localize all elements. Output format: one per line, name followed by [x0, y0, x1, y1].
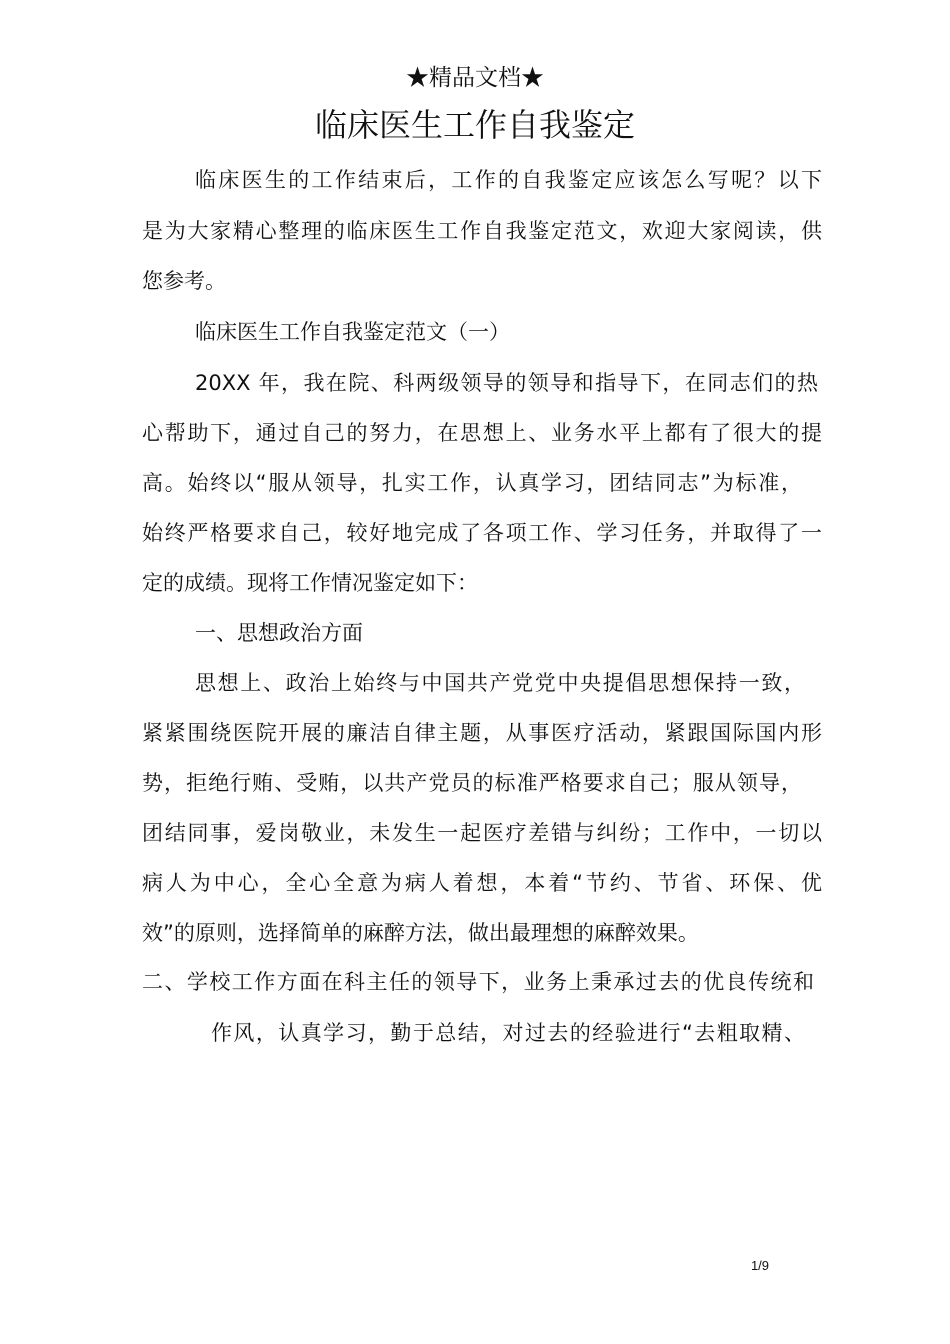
paragraph-line: 势，拒绝行贿、受贿，以共产党员的标准严格要求自己；服从领导，	[142, 771, 802, 795]
section-heading: 一、思想政治方面	[195, 621, 363, 645]
paragraph-line: 心帮助下，通过自己的努力，在思想上、业务水平上都有了很大的提	[142, 421, 822, 445]
section-heading: 临床医生工作自我鉴定范文（一）	[195, 320, 510, 344]
paragraph-line: 定的成绩。现将工作情况鉴定如下：	[142, 571, 478, 595]
paragraph-line: 临床医生的工作结束后，工作的自我鉴定应该怎么写呢？以下	[195, 168, 822, 192]
paragraph-line: 团结同事，爱岗敬业，未发生一起医疗差错与纠纷；工作中，一切以	[142, 821, 822, 845]
page-number: 1/9	[750, 1258, 770, 1273]
paragraph-line: 高。始终以“服从领导，扎实工作，认真学习，团结同志”为标准，	[142, 471, 802, 495]
paragraph-line: 是为大家精心整理的临床医生工作自我鉴定范文，欢迎大家阅读，供	[142, 219, 822, 243]
paragraph-line: 思想上、政治上始终与中国共产党党中央提倡思想保持一致，	[195, 671, 805, 695]
section-heading: 二、学校工作方面在科主任的领导下，业务上秉承过去的优良传统和	[142, 970, 814, 994]
paragraph-line: 您参考。	[142, 269, 226, 293]
paragraph-line: 作风，认真学习，勤于总结，对过去的经验进行“去粗取精、	[211, 1021, 805, 1045]
document-title: 临床医生工作自我鉴定	[314, 106, 635, 144]
paragraph-line: 紧紧围绕医院开展的廉洁自律主题，从事医疗活动，紧跟国际国内形	[142, 721, 822, 745]
paragraph-line: 效”的原则，选择简单的麻醉方法，做出最理想的麻醉效果。	[142, 921, 699, 945]
paragraph-line: 始终严格要求自己，较好地完成了各项工作、学习任务，并取得了一	[142, 521, 822, 545]
paragraph-line: 20XX 年，我在院、科两级领导的领导和指导下，在同志们的热	[195, 371, 818, 395]
paragraph-line: 病人为中心，全心全意为病人着想，本着“节约、节省、环保、优	[142, 871, 822, 895]
header-mark: ★精品文档★	[406, 65, 544, 91]
